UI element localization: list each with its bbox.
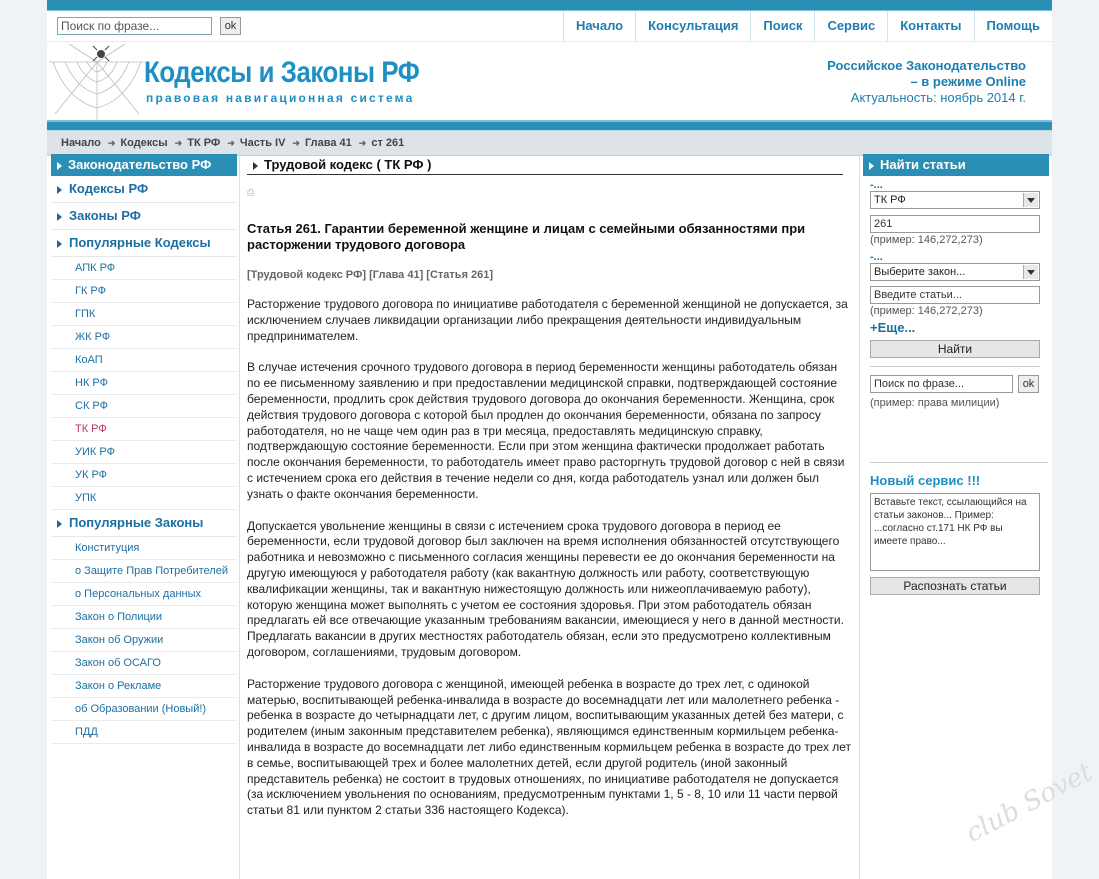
triangle-right-icon [869,162,874,170]
nav-home[interactable]: Начало [563,11,635,41]
sidebar-link-personal-data[interactable]: о Персональных данных [51,583,237,606]
breadcrumb-current: ст 261 [371,137,405,149]
recognize-button[interactable]: Распознать статьи [870,577,1040,595]
header-info [827,58,1026,106]
article-hint: (пример: 146,272,273) [870,234,983,246]
sidebar-section-popular-codes[interactable] [51,230,237,257]
sidebar-link-uk[interactable]: УК РФ [51,464,237,487]
law-select[interactable] [870,263,1040,281]
more-link[interactable]: +Еще... [870,320,916,335]
code-label: -... [870,179,883,191]
header-separator [47,120,1052,131]
main-nav [563,11,1052,41]
sidebar-section-popular-laws[interactable] [51,510,237,537]
chevron-right-icon: ➜ [292,137,300,148]
breadcrumb-item[interactable]: Начало [61,137,101,149]
find-articles-header [863,154,1049,176]
nav-consultation[interactable]: Консультация [635,11,750,41]
new-service-title: Новый сервис !!! [870,473,981,488]
chevron-down-icon [1023,193,1038,207]
law-articles-hint: (пример: 146,272,273) [870,305,983,317]
print-icon[interactable]: ⎙ [247,187,255,197]
triangle-right-icon [57,186,62,194]
sidebar-link-zhk[interactable]: ЖК РФ [51,326,237,349]
chevron-right-icon: ➜ [358,137,367,148]
main-content [247,154,853,819]
page [47,0,1052,879]
sidebar-link-tk-active[interactable]: ТК РФ [51,418,237,441]
section-title [247,154,843,175]
sidebar-link-constitution[interactable]: Конституция [51,537,237,560]
nav-search[interactable]: Поиск [750,11,814,41]
triangle-right-icon [57,162,62,170]
sidebar-item-label: Популярные Кодексы [69,235,211,250]
divider [870,462,1048,463]
sidebar-link-pdd[interactable]: ПДД [51,721,237,744]
recognize-textarea[interactable]: Вставьте текст, ссылающийся на статьи законов... Пример: ...согласно ст.171 НК РФ вы имеете право... [870,493,1040,571]
site-title[interactable]: Кодексы и Законы РФ [144,56,420,89]
left-sidebar [51,154,237,744]
phrase-search-row [863,375,1049,395]
breadcrumb [47,131,1052,156]
article-paragraph: В случае истечения срочного трудового договора в период беременности женщины работодатель обязан по ее письменному заявлению и при предоставлении медицинской справки, подтверждающей состояние беременности, продлить срок действия трудового договора до окончания беременности. Женщина, срок действия трудового договора с которой был продлен до окончания беременности, обязана по запросу работодателя, но не чаще чем один раз в три месяца, предоставлять медицинскую справку, подтверждающую состояние беременности. Если при этом женщина фактически продолжает работать после окончания беременности, то работодатель имеет право расторгнуть трудовой договор с ней в связи с истечением срока его действия в течение недели со дня, когда работодатель узнал или должен был узнать о факте окончания беременности. [247,360,845,501]
sidebar-link-osago[interactable]: Закон об ОСАГО [51,652,237,675]
header-info-line1: Российское Законодательство [827,58,1026,73]
sidebar-item-label: Кодексы РФ [69,181,149,196]
chevron-right-icon: ➜ [107,137,116,148]
sidebar-item-label: Популярные Законы [69,515,204,530]
chevron-right-icon: ➜ [227,137,235,148]
header-info-line2: – в режиме Online [910,74,1026,89]
header-info-line3: Актуальность: ноябрь 2014 г. [850,90,1026,105]
code-select[interactable] [870,191,1040,209]
divider [870,366,1040,367]
sidebar-link-gpk[interactable]: ГПК [51,303,237,326]
article-title: Статья 261. Гарантии беременной женщине и лицам с семейными обязанностями при расторжении трудового договора [247,221,806,252]
sidebar-link-sk[interactable]: СК РФ [51,395,237,418]
article-paragraph: Расторжение трудового договора по инициативе работодателя с беременной женщиной не допускается, за исключением случаев ликвидации организации либо прекращения деятельности индивидуальным предпринимателем. [247,297,848,343]
right-sidebar [863,154,1049,595]
breadcrumb-item[interactable]: ТК РФ [187,137,221,149]
nav-service[interactable]: Сервис [814,11,887,41]
site-header [47,41,1052,120]
sidebar-link-koap[interactable]: КоАП [51,349,237,372]
sidebar-link-advertising[interactable]: Закон о Рекламе [51,675,237,698]
breadcrumb-item[interactable]: Глава 41 [304,137,352,149]
sidebar-link-uik[interactable]: УИК РФ [51,441,237,464]
sidebar-link-gk[interactable]: ГК РФ [51,280,237,303]
article-paragraph: Допускается увольнение женщины в связи с истечением срока трудового договора в период ее беременности, если трудовой договор был заключен на время исполнения обязанностей отсутствующего работника и невозможно с письменного согласия женщины перевести ее до окончания беременности на другую имеющуюся у работодателя работу (как вакантную должность или работу, соответствующую квалификации женщины, так и вакантную нижестоящую должность или нижеоплачиваемую работу), которую женщина может выполнять с учетом ее состояния здоровья. При этом работодатель обязан предлагать ей все отвечающие указанным требованиям вакансии, имеющиеся у него в данной местности. Предлагать вакансии в других местностях работодатель обязан, если это предусмотрено коллективным договором, соглашениями, трудовым договором. [247,518,844,659]
sidebar-link-upk[interactable]: УПК [51,487,237,510]
site-subtitle: правовая навигационная система [146,91,415,105]
article-paragraph: Расторжение трудового договора с женщиной, имеющей ребенка в возрасте до трех лет, с одинокой матерью, воспитывающей ребенка-инвалида в возрасте до восемнадцати лет или малолетнего ребенка - ребенка в возрасте до четырнадцати лет, с другим лицом, воспитывающим указанных детей без матери, с родителем (иным законным представителем ребенка), являющимся единственным кормильцем ребенка-инвалида в возрасте до восемнадцати лет либо единственным кормильцем ребенка в возрасте до трех лет в семье, воспитывающей трех и более малолетних детей, если другой родитель (иной законный представитель ребенка) не состоит в трудовых отношениях, по инициативе работодателя не допускается (за исключением увольнения по основаниям, предусмотренным пунктами 1, 5 - 8, 10 или 11 части первой статьи 81 или пунктом 2 статьи 336 настоящего Кодекса). [247,676,852,818]
sidebar-link-nk[interactable]: НК РФ [51,372,237,395]
top-bar [47,11,1052,41]
find-button[interactable]: Найти [870,340,1040,358]
law-articles-input[interactable]: Введите статьи... [870,286,1040,304]
article-refs[interactable]: [Трудовой кодекс РФ] [Глава 41] [Статья 261] [247,269,494,281]
spider-web-logo-icon[interactable] [49,44,145,120]
triangle-right-icon [57,213,62,221]
triangle-right-icon [253,162,258,170]
nav-contacts[interactable]: Контакты [887,11,973,41]
top-search-ok-button[interactable]: ok [220,17,241,35]
sidebar-item-label: Законы РФ [69,208,141,223]
sidebar-link-apk[interactable]: АПК РФ [51,257,237,280]
phrase-hint: (пример: права милиции) [870,397,1000,409]
breadcrumb-item[interactable]: Часть IV [239,137,286,149]
top-stripe [47,0,1052,11]
law-select-value: Выберите закон... [874,266,966,278]
top-search-input[interactable]: Поиск по фразе... [57,17,212,35]
chevron-right-icon: ➜ [174,137,183,148]
sidebar-link-consumer-rights[interactable]: о Защите Прав Потребителей [51,560,237,583]
divider [859,150,860,879]
triangle-right-icon [57,240,62,248]
phrase-search-ok-button[interactable]: ok [1018,375,1039,393]
sidebar-link-weapons[interactable]: Закон об Оружии [51,629,237,652]
watermark-logo: club Sovet [961,757,1098,849]
triangle-right-icon [57,520,62,528]
find-articles-header-label: Найти статьи [880,157,966,172]
chevron-down-icon [1023,265,1038,279]
article-number-input[interactable]: 261 [870,215,1040,233]
code-select-value: ТК РФ [874,194,906,206]
phrase-search-input[interactable]: Поиск по фразе... [870,375,1013,393]
sidebar-link-police[interactable]: Закон о Полиции [51,606,237,629]
sidebar-link-education[interactable]: об Образовании (Новый!) [51,698,237,721]
divider [239,150,240,879]
sidebar-item-codes[interactable] [51,176,237,203]
breadcrumb-item[interactable]: Кодексы [120,137,168,149]
sidebar-item-laws[interactable] [51,203,237,230]
sidebar-header-label: Законодательство РФ [68,157,212,172]
sidebar-header [51,154,237,176]
section-title-label: Трудовой кодекс ( ТК РФ ) [264,157,432,172]
nav-help[interactable]: Помощь [974,11,1052,41]
law-label: -... [870,251,883,263]
